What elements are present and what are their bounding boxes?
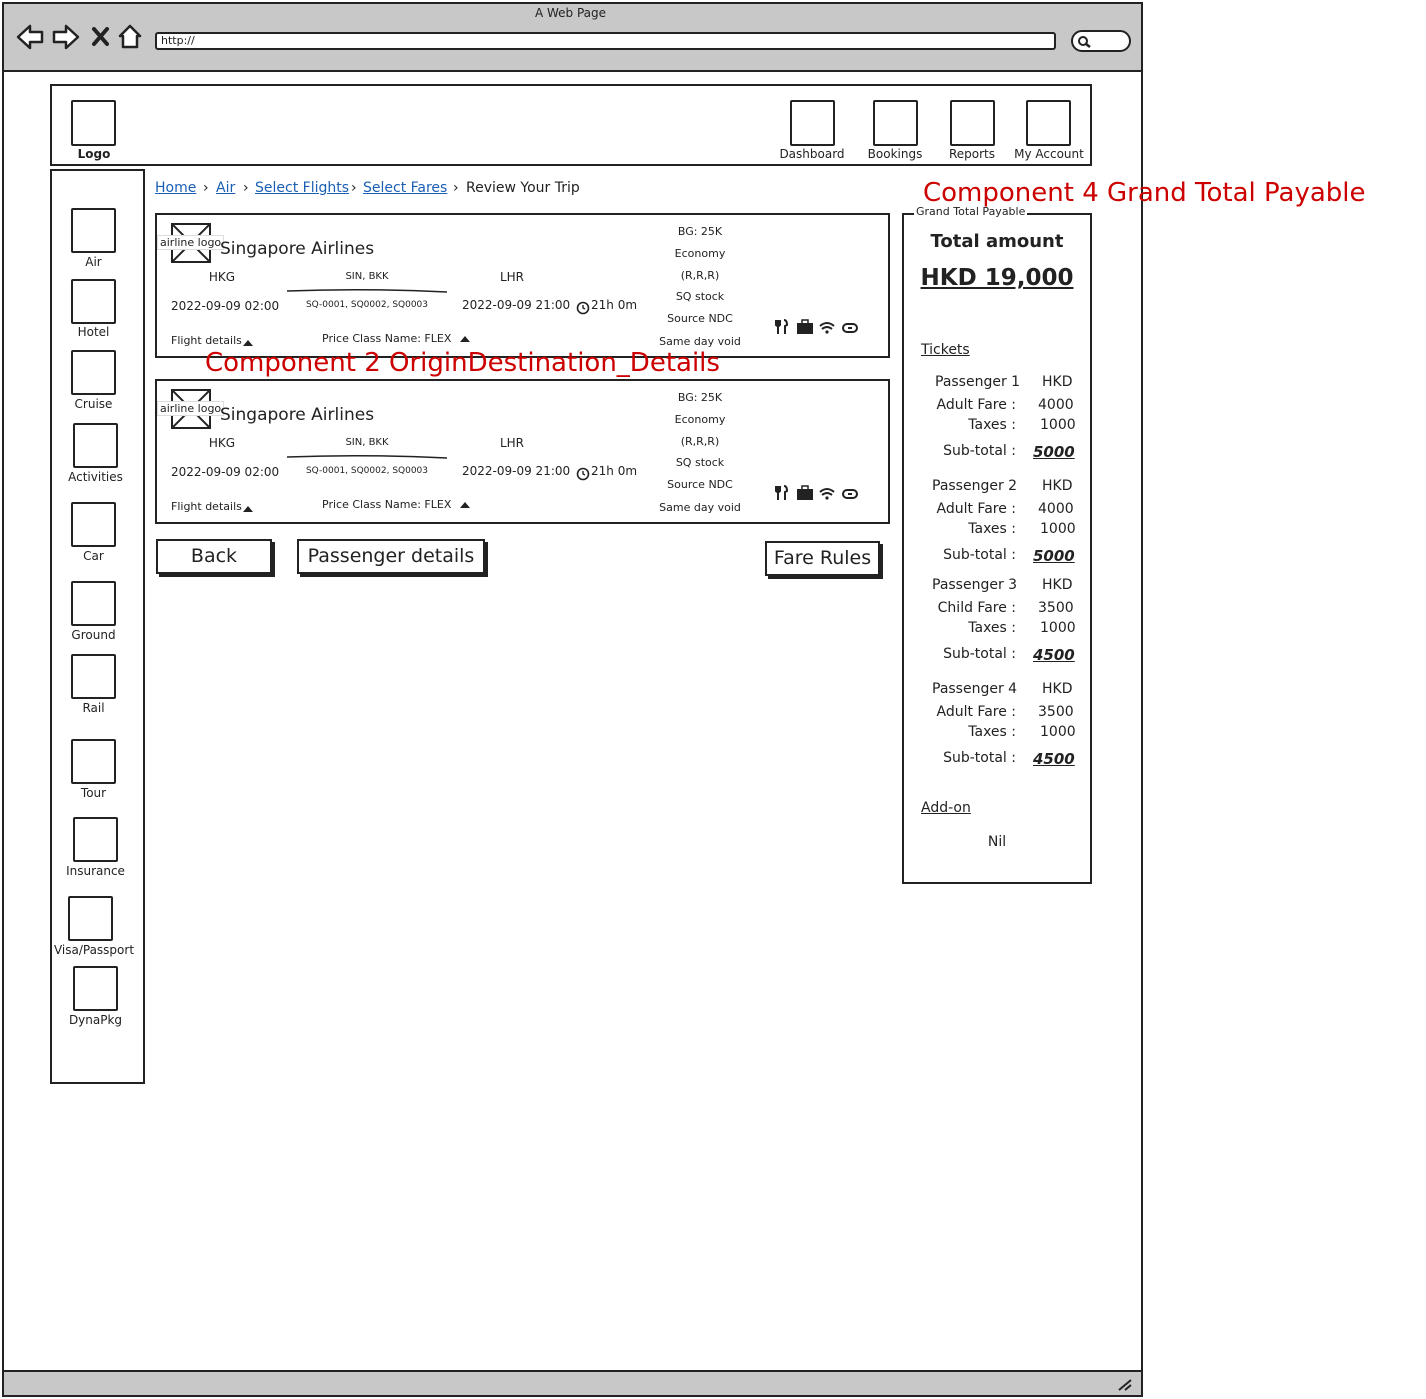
flight-numbers: SQ-0001, SQ0002, SQ0003 — [305, 466, 429, 476]
sidebar-item-hotel[interactable]: Hotel — [77, 325, 110, 339]
activities-icon[interactable] — [73, 423, 118, 468]
clock-icon — [576, 301, 590, 315]
passenger-currency: HKD — [1042, 374, 1073, 390]
wifi-icon — [820, 323, 834, 334]
void-policy: Same day void — [659, 501, 741, 514]
chevron-right-icon: › — [203, 180, 209, 196]
tickets-heading: Tickets — [921, 342, 970, 358]
subtotal-value: 4500 — [1033, 646, 1075, 664]
passenger-details-button[interactable]: Passenger details — [297, 539, 485, 574]
origin-code: HKG — [208, 436, 236, 450]
booking-classes: (R,R,R) — [680, 269, 720, 282]
meal-icon — [776, 320, 787, 334]
subtotal-label: Sub-total : — [943, 646, 1016, 662]
url-bar[interactable]: http:// — [155, 32, 1056, 50]
via-airports: SIN, BKK — [345, 437, 389, 448]
stop-icon[interactable] — [94, 29, 107, 44]
nav-bookings[interactable]: Bookings — [867, 147, 923, 161]
fare-value: 4000 — [1038, 501, 1074, 517]
luggage-icon — [797, 486, 813, 500]
amenity-icons — [775, 484, 865, 502]
cabin-class: Economy — [674, 413, 726, 426]
subtotal-value: 4500 — [1033, 750, 1075, 768]
destination-code: LHR — [499, 436, 525, 450]
fare-label: Adult Fare : — [936, 704, 1016, 720]
taxes-value: 1000 — [1040, 620, 1076, 636]
dynapkg-icon[interactable] — [73, 966, 118, 1011]
forward-arrow-icon[interactable] — [54, 26, 78, 48]
sidebar-item-dynapkg[interactable]: DynaPkg — [68, 1013, 123, 1027]
chevron-right-icon: › — [351, 180, 357, 196]
via-airports: SIN, BKK — [345, 271, 389, 282]
sidebar-item-rail[interactable]: Rail — [82, 701, 105, 715]
nav-reports[interactable]: Reports — [948, 147, 996, 161]
breadcrumb-air[interactable]: Air — [216, 180, 236, 196]
chevron-right-icon: › — [453, 180, 459, 196]
nav-my-account[interactable]: My Account — [1014, 147, 1084, 161]
cruise-icon[interactable] — [71, 350, 116, 395]
fare-value: 4000 — [1038, 397, 1074, 413]
meal-icon — [776, 486, 787, 500]
breadcrumb-home[interactable]: Home — [155, 180, 197, 196]
reports-icon[interactable] — [950, 100, 995, 146]
fare-rules-button[interactable]: Fare Rules — [765, 541, 880, 576]
subtotal-label: Sub-total : — [943, 443, 1016, 459]
power-plug-icon — [843, 324, 857, 332]
subtotal-value: 5000 — [1033, 443, 1075, 461]
flight-details-toggle[interactable]: Flight details — [171, 500, 242, 513]
luggage-icon — [797, 320, 813, 334]
sidebar-item-air[interactable]: Air — [85, 255, 102, 269]
flight-numbers: SQ-0001, SQ0002, SQ0003 — [305, 300, 429, 310]
void-policy: Same day void — [659, 335, 741, 348]
passenger-name: Passenger 3 — [932, 577, 1018, 593]
price-class-toggle[interactable]: Price Class Name: FLEX — [322, 332, 452, 345]
annotation-component-2: Component 2 OriginDestination_Details — [205, 348, 720, 378]
arrive-time: 2022-09-09 21:00 — [462, 298, 571, 312]
dashboard-icon[interactable] — [790, 100, 835, 146]
fare-value: 3500 — [1038, 704, 1074, 720]
hotel-icon[interactable] — [71, 279, 116, 324]
logo-placeholder[interactable] — [71, 100, 116, 146]
car-icon[interactable] — [71, 502, 116, 547]
taxes-value: 1000 — [1040, 417, 1076, 433]
window-title: A Web Page — [534, 6, 607, 20]
taxes-label: Taxes : — [968, 620, 1016, 636]
logo-label: Logo — [77, 147, 111, 161]
airline-name: Singapore Airlines — [220, 239, 375, 259]
taxes-value: 1000 — [1040, 724, 1076, 740]
resize-grip-icon[interactable] — [1117, 1378, 1133, 1392]
arrive-time: 2022-09-09 21:00 — [462, 464, 571, 478]
caret-up-icon[interactable] — [460, 502, 470, 508]
breadcrumb-select-flights[interactable]: Select Flights — [255, 180, 350, 196]
rail-icon[interactable] — [71, 654, 116, 699]
fare-label: Adult Fare : — [936, 397, 1016, 413]
addon-value: Nil — [987, 834, 1007, 850]
content-source: Source NDC — [667, 312, 733, 325]
flight-details-toggle[interactable]: Flight details — [171, 334, 242, 347]
total-amount-value: HKD 19,000 — [920, 265, 1074, 291]
flight-card — [155, 213, 890, 358]
sidebar-item-car[interactable]: Car — [83, 549, 104, 563]
passenger-currency: HKD — [1042, 478, 1073, 494]
cabin-class: Economy — [674, 247, 726, 260]
flight-duration: 21h 0m — [591, 464, 638, 478]
baggage-allowance: BG: 25K — [677, 391, 723, 404]
sidebar-item-cruise[interactable]: Cruise — [74, 397, 113, 411]
price-class-toggle[interactable]: Price Class Name: FLEX — [322, 498, 452, 511]
passenger-currency: HKD — [1042, 577, 1073, 593]
amenity-icons — [775, 318, 865, 336]
caret-up-icon[interactable] — [460, 336, 470, 342]
airline-name: Singapore Airlines — [220, 405, 375, 425]
taxes-label: Taxes : — [968, 724, 1016, 740]
browser-search-field[interactable] — [1071, 30, 1131, 52]
total-amount-label: Total amount — [930, 231, 1064, 252]
my-account-icon[interactable] — [1026, 100, 1071, 146]
origin-code: HKG — [208, 270, 236, 284]
search-icon — [1075, 33, 1095, 49]
power-plug-icon — [843, 490, 857, 498]
depart-time: 2022-09-09 02:00 — [171, 465, 280, 479]
passenger-name: Passenger 4 — [932, 681, 1018, 697]
passenger-name: Passenger 1 — [935, 374, 1021, 390]
visa-passport-icon[interactable] — [68, 896, 113, 941]
airline-logo-caption: airline logo — [157, 401, 224, 416]
sidebar-item-visa-passport[interactable]: Visa/Passport — [53, 943, 135, 957]
depart-time: 2022-09-09 02:00 — [171, 299, 280, 313]
sidebar-item-tour[interactable]: Tour — [80, 786, 107, 800]
clock-icon — [576, 467, 590, 481]
subtotal-value: 5000 — [1033, 547, 1075, 565]
addon-heading: Add-on — [921, 800, 971, 816]
sidebar-item-insurance[interactable]: Insurance — [66, 864, 125, 878]
caret-up-icon[interactable] — [243, 506, 253, 512]
airline-logo-caption: airline logo — [157, 235, 224, 250]
baggage-allowance: BG: 25K — [677, 225, 723, 238]
browser-statusbar — [4, 1370, 1141, 1395]
taxes-label: Taxes : — [968, 521, 1016, 537]
fare-value: 3500 — [1038, 600, 1074, 616]
subtotal-label: Sub-total : — [943, 750, 1016, 766]
booking-classes: (R,R,R) — [680, 435, 720, 448]
taxes-value: 1000 — [1040, 521, 1076, 537]
breadcrumb-current: Review Your Trip — [466, 180, 580, 196]
subtotal-label: Sub-total : — [943, 547, 1016, 563]
back-arrow-icon[interactable] — [18, 26, 42, 48]
browser-nav-icons — [14, 22, 144, 52]
bookings-icon[interactable] — [873, 100, 918, 146]
fare-label: Child Fare : — [937, 600, 1016, 616]
sidebar-item-activities[interactable]: Activities — [68, 470, 123, 484]
content-source: Source NDC — [667, 478, 733, 491]
breadcrumb-select-fares[interactable]: Select Fares — [363, 180, 448, 196]
air-icon[interactable] — [71, 208, 116, 253]
tour-icon[interactable] — [71, 739, 116, 784]
flight-duration: 21h 0m — [591, 298, 638, 312]
ticket-stock: SQ stock — [675, 456, 725, 469]
grand-total-legend: Grand Total Payable — [916, 205, 1026, 218]
caret-up-icon[interactable] — [243, 340, 253, 346]
route-line — [285, 453, 450, 461]
chevron-right-icon: › — [243, 180, 249, 196]
insurance-icon[interactable] — [73, 817, 118, 862]
back-button[interactable]: Back — [156, 539, 272, 574]
fare-label: Adult Fare : — [936, 501, 1016, 517]
passenger-currency: HKD — [1042, 681, 1073, 697]
nav-dashboard[interactable]: Dashboard — [779, 147, 845, 161]
wifi-icon — [820, 489, 834, 500]
sidebar-item-ground[interactable]: Ground — [71, 628, 116, 642]
home-icon[interactable] — [120, 26, 140, 47]
passenger-name: Passenger 2 — [932, 478, 1018, 494]
flight-card — [155, 379, 890, 524]
ground-icon[interactable] — [71, 581, 116, 626]
taxes-label: Taxes : — [968, 417, 1016, 433]
ticket-stock: SQ stock — [675, 290, 725, 303]
route-line — [285, 287, 450, 295]
annotation-component-4: Component 4 Grand Total Payable — [923, 178, 1366, 208]
destination-code: LHR — [499, 270, 525, 284]
